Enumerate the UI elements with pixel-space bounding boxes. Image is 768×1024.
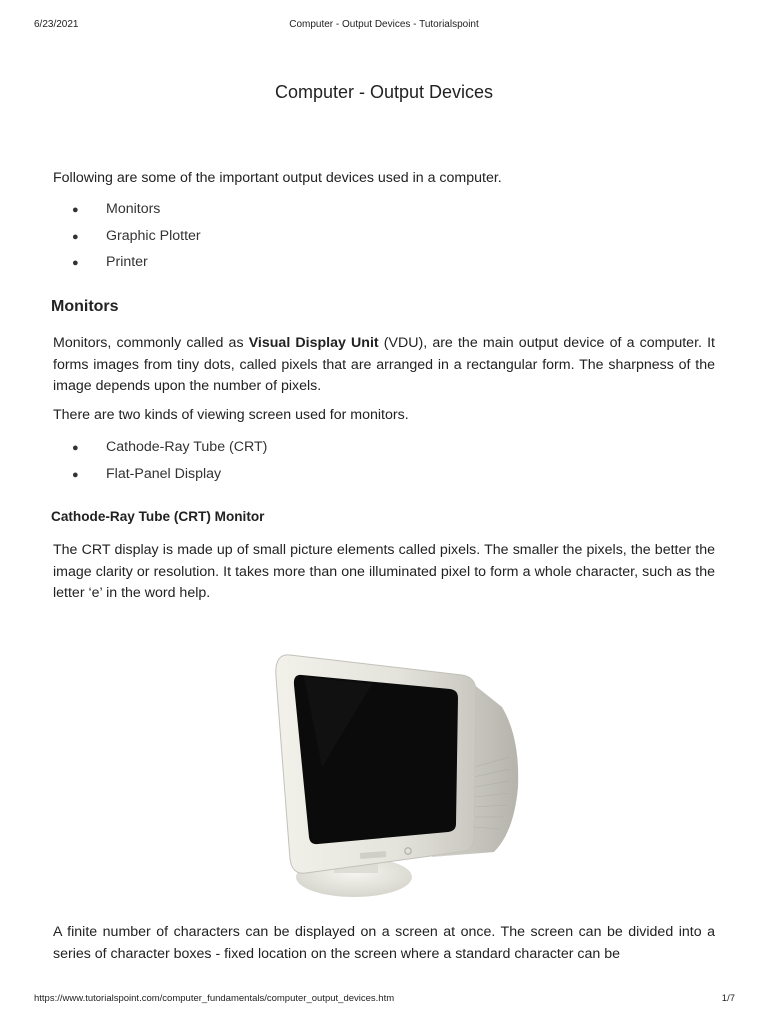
- monitors-text-start: Monitors, commonly called as: [53, 335, 249, 351]
- character-boxes-paragraph: A finite number of characters can be displayed on a screen at once. The screen can be divided into a series of character boxes - fixed location on the screen where a standard character can be: [53, 924, 715, 962]
- crt-paragraph: The CRT display is made up of small picture elements called pixels. The smaller the pixels, the better the image clarity or resolution. It takes more than one illuminated pixel to form a whole character, such as the letter ‘e’ in the word help.: [53, 542, 715, 601]
- intro-paragraph: Following are some of the important output devices used in a computer.: [53, 170, 502, 186]
- print-date: 6/23/2021: [34, 19, 79, 30]
- list-item-label: Cathode-Ray Tube (CRT): [106, 439, 268, 455]
- list-item-label: Monitors: [106, 201, 161, 217]
- bullet-icon: ●: [72, 230, 79, 243]
- page-title: Computer - Output Devices: [274, 82, 494, 102]
- bullet-icon: ●: [72, 257, 79, 269]
- list-item-label: Printer: [106, 254, 148, 270]
- page-url[interactable]: https://www.tutorialspoint.com/computer_fundamentals/computer_output_devices.htm: [34, 993, 395, 1004]
- monitors-paragraph: [53, 333, 715, 398]
- monitors-heading: Monitors: [51, 298, 119, 315]
- monitors-text-rest: (VDU), are the main output device of a computer. It forms images from tiny dots, called pixels that are arranged in a rectangular form. The sharpness of the image depends upon the number of pixels.: [53, 335, 715, 394]
- print-header-title: Computer - Output Devices - Tutorialspoint: [289, 19, 479, 30]
- crt-monitor-image: [262, 647, 524, 905]
- list-item-label: Flat-Panel Display: [106, 465, 222, 482]
- bullet-icon: ●: [72, 468, 79, 481]
- crt-heading: Cathode-Ray Tube (CRT) Monitor: [51, 509, 265, 524]
- page-number: 1/7: [721, 993, 735, 1004]
- bullet-icon: ●: [72, 442, 79, 454]
- vdu-bold-term: Visual Display Unit: [248, 335, 379, 351]
- viewing-screen-paragraph: There are two kinds of viewing screen used for monitors.: [53, 407, 409, 423]
- bullet-icon: ●: [72, 204, 79, 216]
- list-item-label: Graphic Plotter: [106, 227, 201, 244]
